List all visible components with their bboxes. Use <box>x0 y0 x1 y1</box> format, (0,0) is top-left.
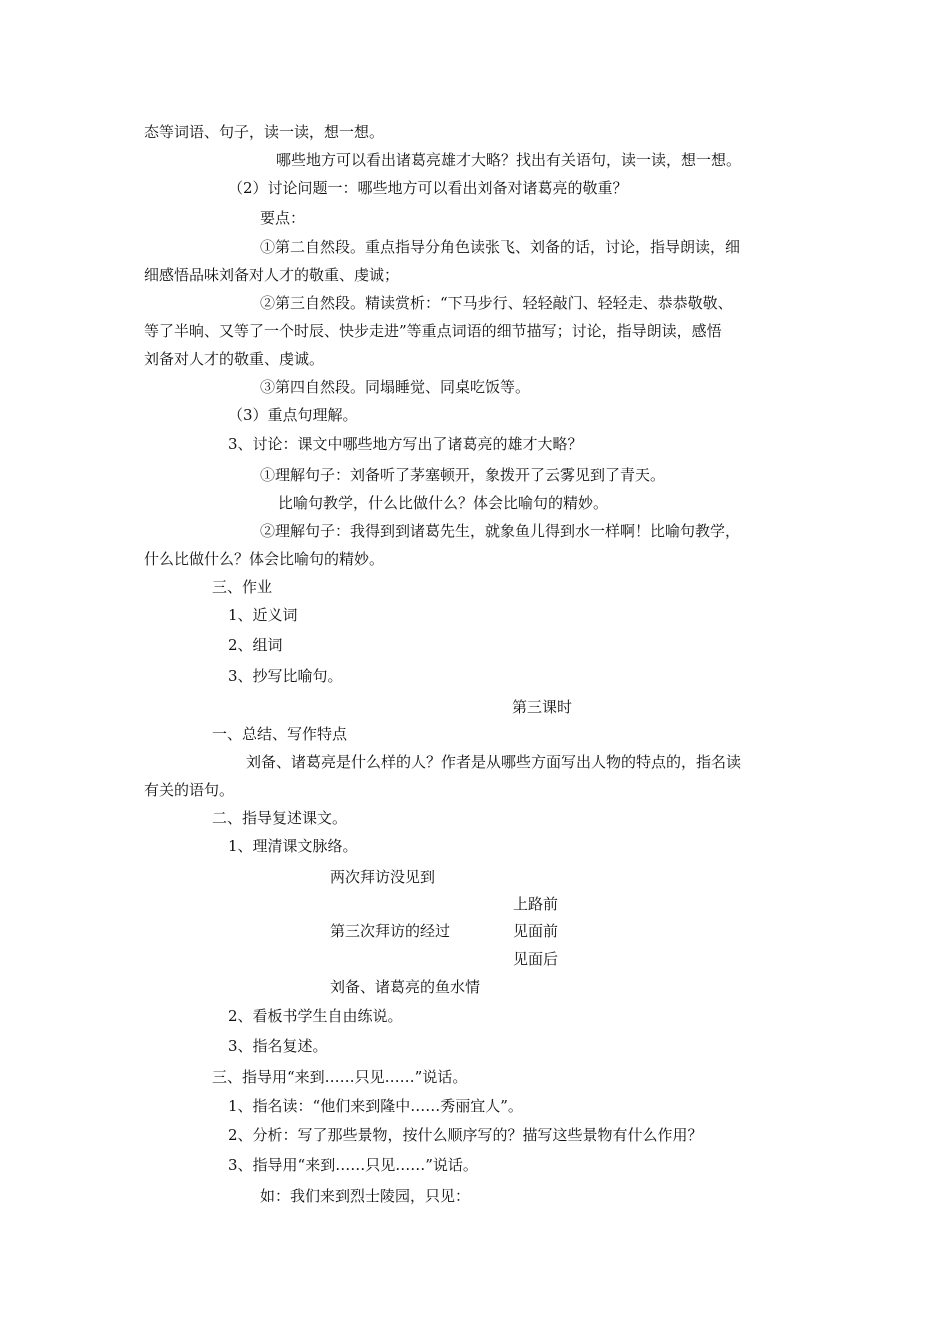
text-line: 1、近义词 <box>228 606 298 624</box>
text-line: ③第四自然段。同塌睡觉、同桌吃饭等。 <box>260 378 531 396</box>
text-line: 1、指名读：“他们来到隆中……秀丽宜人”。 <box>228 1097 523 1115</box>
text-line: 3、抄写比喻句。 <box>228 667 343 685</box>
text-line: 3、讨论：课文中哪些地方写出了诸葛亮的雄才大略？ <box>228 435 583 453</box>
text-line: 如：我们来到烈士陵园，只见： <box>260 1187 471 1205</box>
outline-item: 两次拜访没见到 <box>330 868 436 886</box>
text-line: 三、作业 <box>212 578 273 596</box>
text-line: 2、看板书学生自由练说。 <box>228 1007 403 1025</box>
text-line: 什么比做什么？体会比喻句的精妙。 <box>144 550 385 568</box>
text-line: 细感悟品味刘备对人才的敬重、虔诚； <box>144 266 400 284</box>
text-line: 态等词语、句子，读一读，想一想。 <box>144 123 385 141</box>
text-line: （3）重点句理解。 <box>228 406 358 424</box>
text-line: 哪些地方可以看出诸葛亮雄才大略？找出有关语句，读一读，想一想。 <box>276 151 742 169</box>
text-line: 3、指导用“来到……只见……”说话。 <box>228 1156 478 1174</box>
text-line: 刘备对人才的敬重、虔诚。 <box>144 350 325 368</box>
text-line: 有关的语句。 <box>144 781 235 799</box>
text-line: ①理解句子：刘备听了茅塞顿开，象拨开了云雾见到了青天。 <box>260 466 666 484</box>
section-heading: 第三课时 <box>512 698 573 716</box>
text-line: 2、组词 <box>228 636 283 654</box>
outline-item: 第三次拜访的经过 <box>330 922 451 940</box>
text-line: ②理解句子：我得到到诸葛先生，就象鱼儿得到水一样啊！比喻句教学， <box>260 522 741 540</box>
text-line: 一、总结、写作特点 <box>212 725 348 743</box>
outline-subitem: 上路前 <box>513 895 559 913</box>
text-line: 1、理清课文脉络。 <box>228 837 358 855</box>
text-line: 等了半晌、又等了一个时辰、快步走进”等重点词语的细节描写；讨论，指导朗读，感悟 <box>144 322 722 340</box>
text-line: ②第三自然段。精读赏析：“下马步行、轻轻敲门、轻轻走、恭恭敬敬、 <box>260 294 733 312</box>
outline-subitem: 见面前 <box>513 922 559 940</box>
text-line: 3、指名复述。 <box>228 1037 328 1055</box>
text-line: 刘备、诸葛亮是什么样的人？作者是从哪些方面写出人物的特点的，指名读 <box>246 753 742 771</box>
text-line: 比喻句教学，什么比做什么？体会比喻句的精妙。 <box>278 494 609 512</box>
text-line: 三、指导用“来到……只见……”说话。 <box>212 1068 468 1086</box>
text-line: ①第二自然段。重点指导分角色读张飞、刘备的话，讨论，指导朗读，细 <box>260 238 741 256</box>
outline-subitem: 见面后 <box>513 950 559 968</box>
text-line: 要点： <box>260 209 306 227</box>
text-line: （2）讨论问题一：哪些地方可以看出刘备对诸葛亮的敬重？ <box>228 179 628 197</box>
outline-item: 刘备、诸葛亮的鱼水情 <box>330 978 481 996</box>
text-line: 2、分析：写了那些景物，按什么顺序写的？描写这些景物有什么作用？ <box>228 1126 703 1144</box>
text-line: 二、指导复述课文。 <box>212 809 348 827</box>
